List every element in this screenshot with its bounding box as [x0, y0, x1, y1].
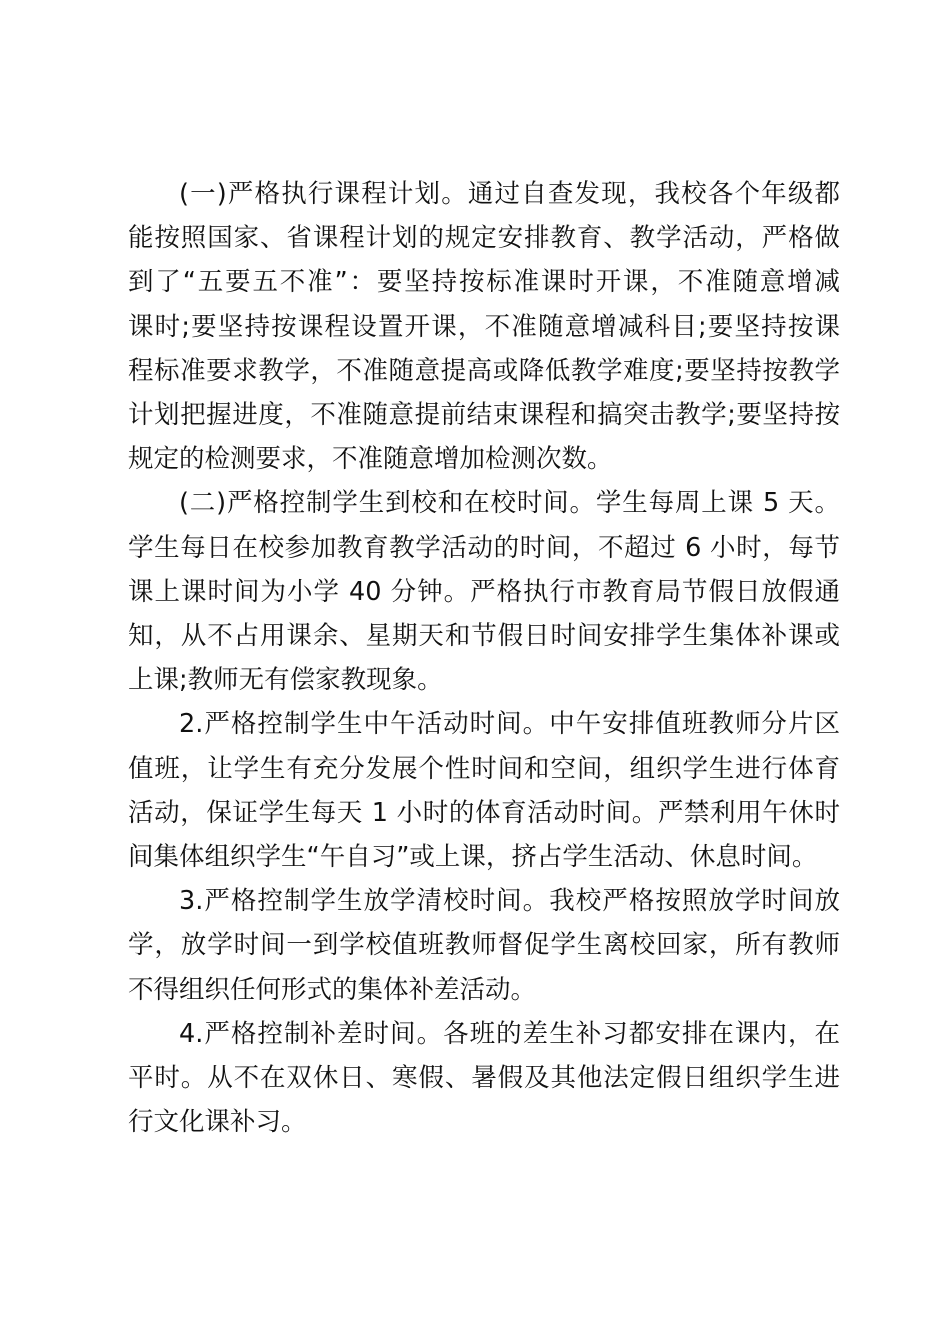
text-line: 行文化课补习。 — [128, 1107, 307, 1138]
text-line: 到了“五要五不准”：要坚持按标准课时开课，不准随意增减 — [128, 267, 840, 298]
text-line: 计划把握进度，不准随意提前结束课程和搞突击教学;要坚持按 — [128, 400, 840, 431]
text-line: 2.严格控制学生中午活动时间。中午安排值班教师分片区 — [179, 709, 840, 740]
text-line: 程标准要求教学，不准随意提高或降低教学难度;要坚持按教学 — [128, 355, 840, 386]
text-line: 规定的检测要求，不准随意增加检测次数。 — [128, 444, 613, 475]
text-line: 3.严格控制学生放学清校时间。我校严格按照放学时间放 — [179, 886, 840, 917]
text-line: 课时;要坚持按课程设置开课，不准随意增减科目;要坚持按课 — [128, 311, 840, 342]
text-line: 活动，保证学生每天 1 小时的体育活动时间。严禁利用午休时 — [128, 797, 840, 828]
paragraph-1 — [128, 172, 840, 481]
text-line: (二)严格控制学生到校和在校时间。学生每周上课 5 天。 — [179, 488, 840, 519]
text-line: 平时。从不在双休日、寒假、暑假及其他法定假日组织学生进 — [128, 1063, 840, 1094]
text-line: 学，放学时间一到学校值班教师督促学生离校回家，所有教师 — [128, 930, 840, 961]
paragraph-4 — [128, 879, 840, 1012]
text-line: (一)严格执行课程计划。通过自查发现，我校各个年级都 — [179, 179, 840, 209]
paragraph-3 — [128, 702, 840, 879]
text-line: 上课;教师无有偿家教现象。 — [128, 665, 443, 696]
text-line: 知，从不占用课余、星期天和节假日时间安排学生集体补课或 — [128, 621, 840, 652]
text-line: 间集体组织学生“午自习”或上课，挤占学生活动、休息时间。 — [128, 842, 818, 873]
document-body — [128, 172, 840, 1144]
paragraph-2 — [128, 481, 840, 702]
text-line: 不得组织任何形式的集体补差活动。 — [128, 974, 537, 1005]
text-line: 能按照国家、省课程计划的规定安排教育、教学活动，严格做 — [128, 223, 840, 254]
text-line: 学生每日在校参加教育教学活动的时间，不超过 6 小时，每节 — [128, 532, 840, 563]
text-line: 4.严格控制补差时间。各班的差生补习都安排在课内，在 — [179, 1018, 840, 1049]
paragraph-5 — [128, 1012, 840, 1145]
text-line: 课上课时间为小学 40 分钟。严格执行市教育局节假日放假通 — [128, 576, 840, 607]
text-line: 值班，让学生有充分发展个性时间和空间，组织学生进行体育 — [128, 753, 840, 784]
